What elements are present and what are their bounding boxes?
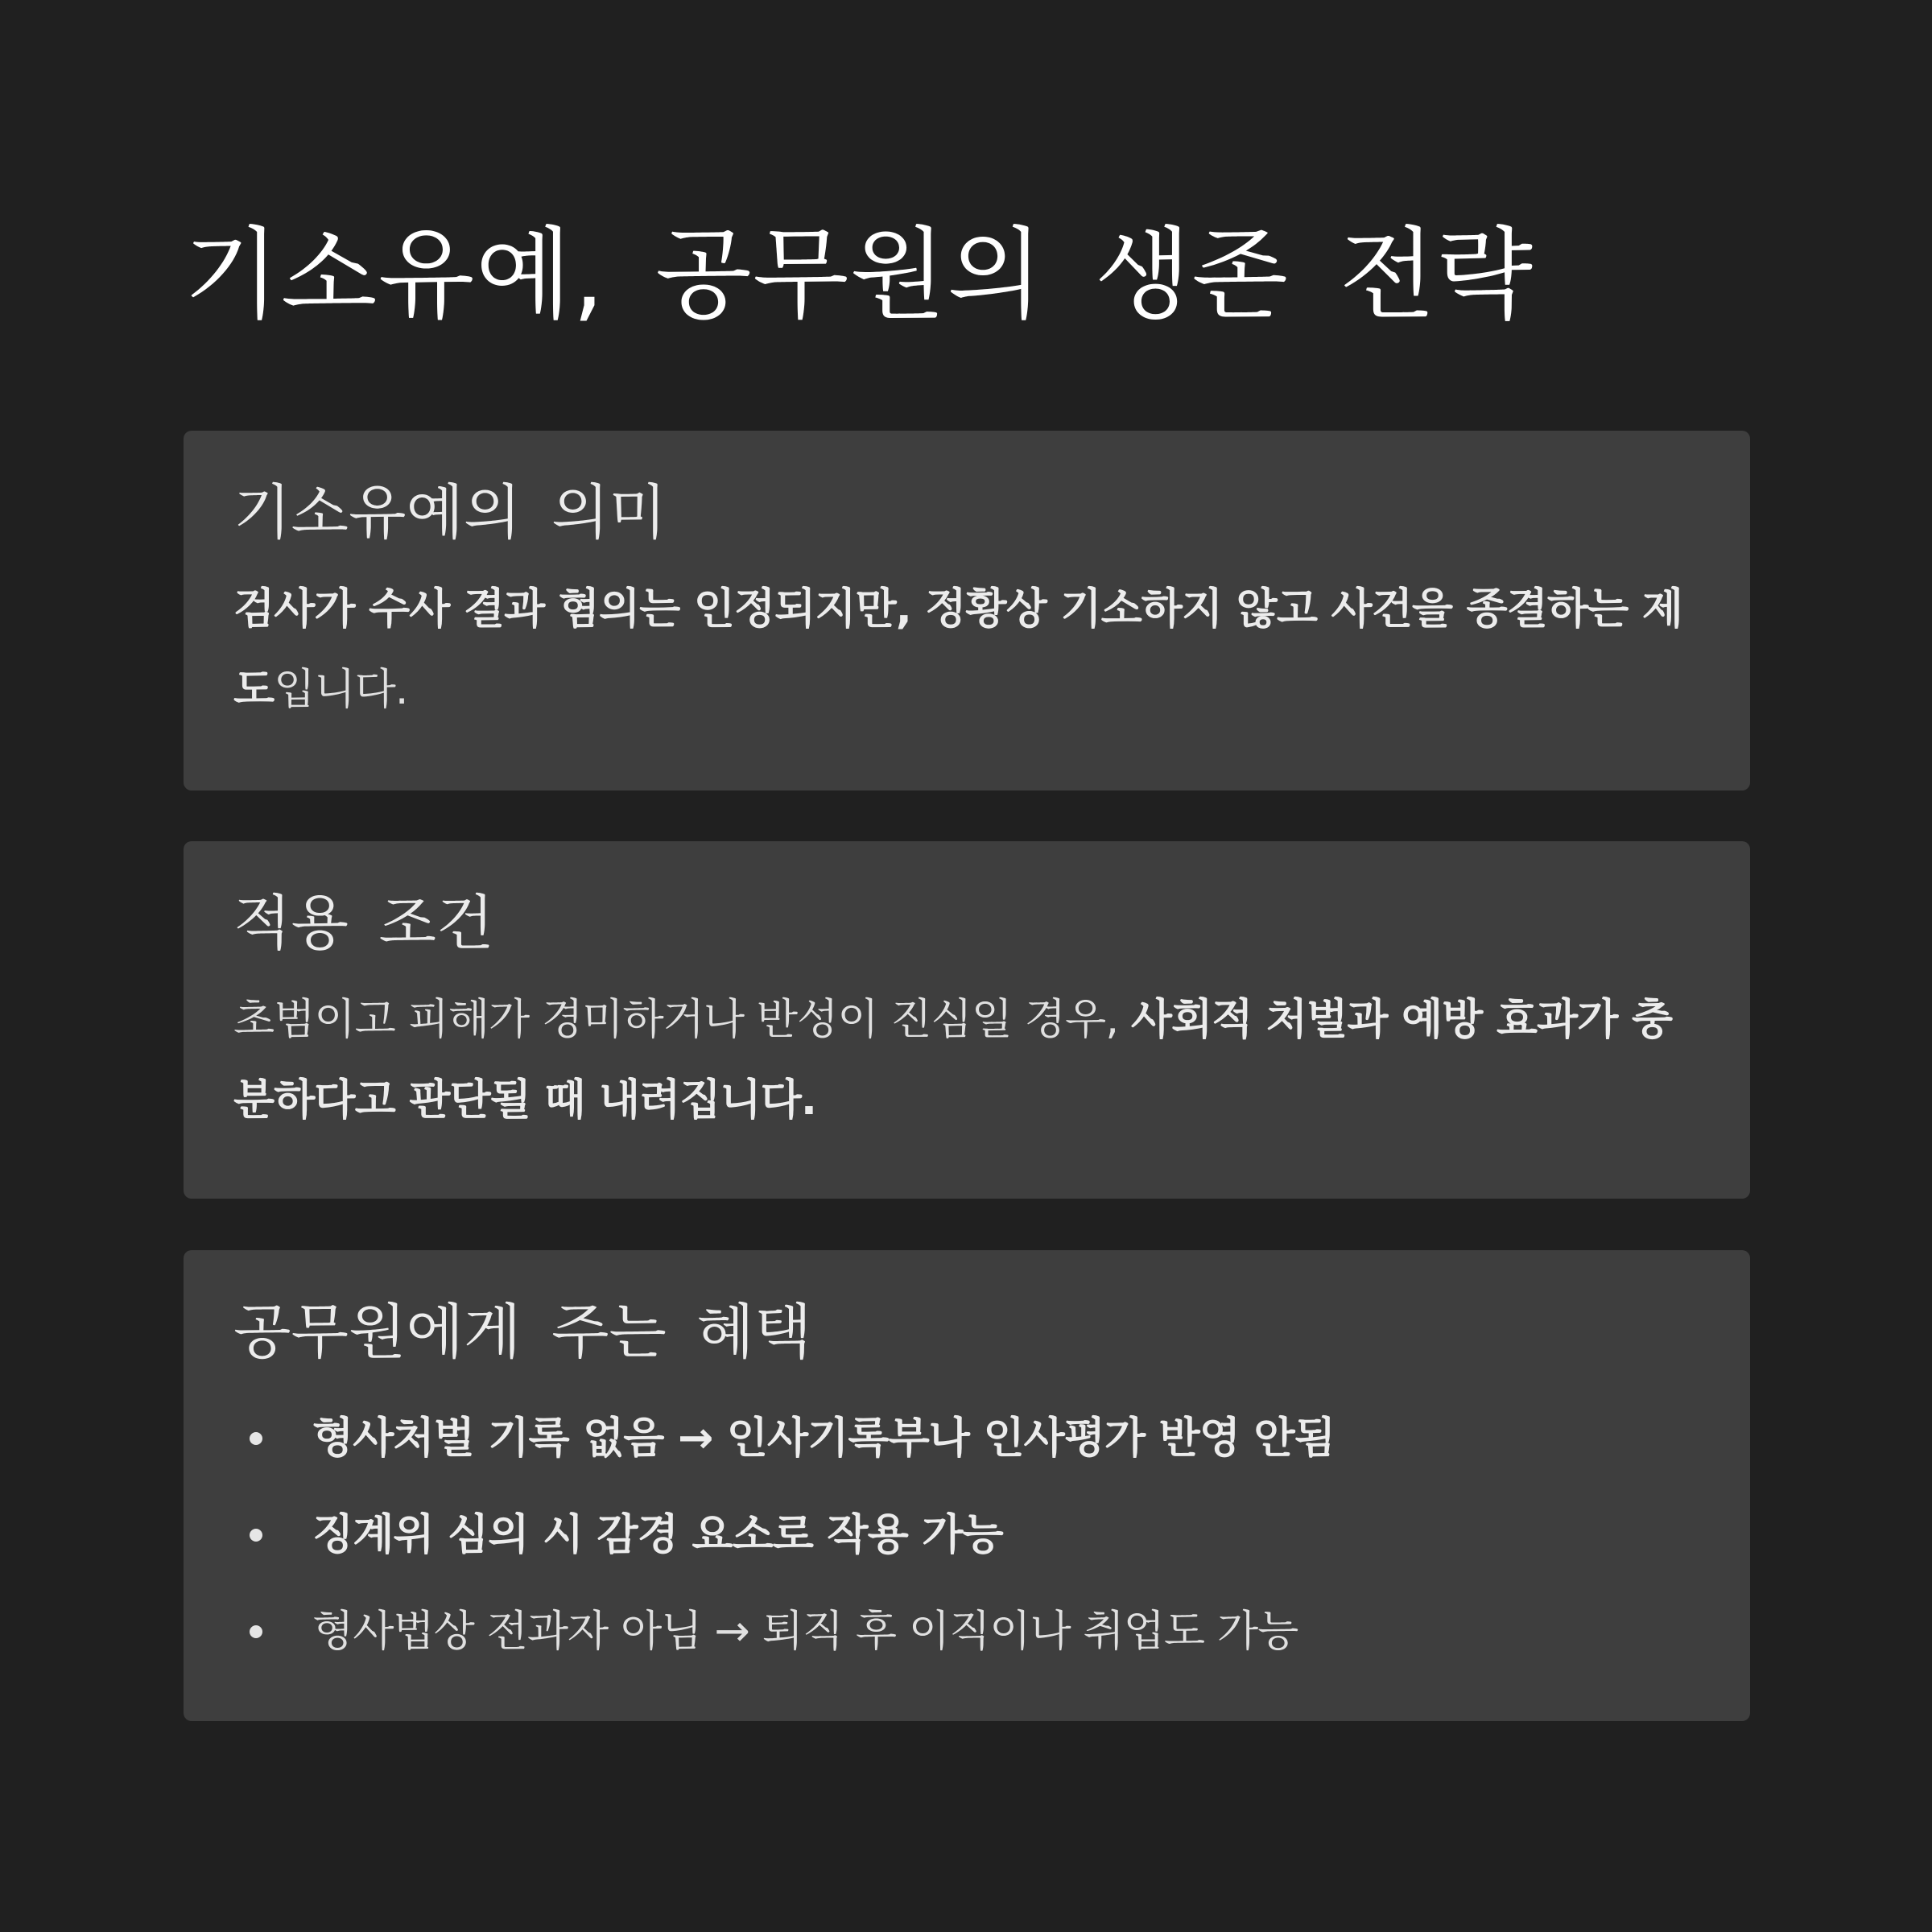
conditions-text xyxy=(233,980,1700,1141)
conditions-text-lead: 초범이고 피해가 경미하거나 반성이 진심일 경우, xyxy=(233,995,1131,1044)
meaning-card xyxy=(184,431,1750,791)
benefit-item xyxy=(233,1487,1700,1583)
benefits-list xyxy=(233,1390,1700,1680)
benefit-item-text: 형사법상 전과자 아님 → 퇴직 후 이직이나 취업도 가능 xyxy=(312,1607,1298,1656)
meaning-text-bold: 검사가 수사 결과 혐의는 인정되지만, 정황상 기소하지 않고 사건을 종결하는 제도 xyxy=(233,584,1682,714)
benefits-heading: 공무원에게 주는 혜택 xyxy=(233,1298,812,1367)
conditions-heading: 적용 조건 xyxy=(233,889,494,958)
page-title: 기소유예, 공무원의 생존 전략 xyxy=(184,217,1534,333)
conditions-card xyxy=(184,841,1750,1199)
benefit-item-text: 징계위 심의 시 감경 요소로 작용 가능 xyxy=(312,1510,1003,1559)
benefit-item xyxy=(233,1583,1700,1680)
meaning-heading: 기소유예의 의미 xyxy=(233,478,667,547)
bullet-icon xyxy=(250,1529,262,1542)
benefit-item-text: 형사처벌 기록 없음 → 인사기록부나 인사평가 반영 안됨 xyxy=(312,1414,1335,1463)
bullet-icon xyxy=(250,1432,262,1445)
conditions-text-bold: 사회적 처벌과 예방 효과가 충분하다고 판단될 때 내려집니다. xyxy=(233,995,1673,1125)
bullet-icon xyxy=(250,1625,262,1638)
benefits-card xyxy=(184,1250,1750,1721)
meaning-text xyxy=(233,569,1700,730)
benefit-item xyxy=(233,1390,1700,1487)
meaning-text-rest: 입니다. xyxy=(274,665,408,714)
